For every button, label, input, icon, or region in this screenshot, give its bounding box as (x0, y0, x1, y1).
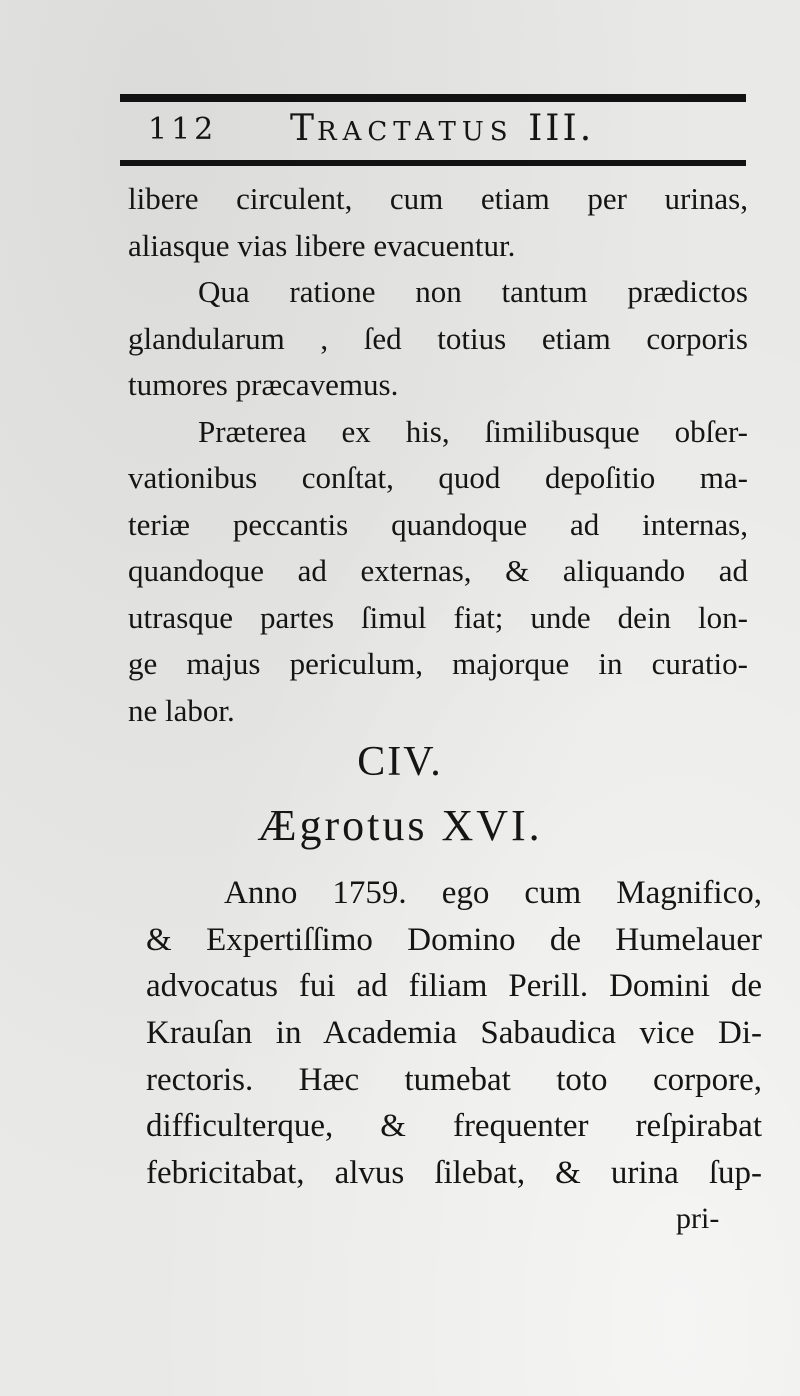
text-line: Krauſan in Academia Sabaudica vice Di- (146, 1015, 762, 1052)
text-line: aliasque vias libere evacuentur. (128, 227, 516, 263)
text-line: & Expertiſſimo Domino de Humelauer (146, 921, 762, 958)
text-line: febricitabat, alvus ſilebat, & urina ſup- (146, 1155, 762, 1192)
text-line: Anno 1759. ego cum Magnifico, (224, 875, 762, 911)
text-line: Præterea ex his, ſimilibusque obſer- (198, 413, 748, 449)
text-line: libere circulent, cum etiam per urinas, (128, 181, 748, 216)
text-line: tumores præcavemus. (128, 367, 399, 402)
text-line: ne labor. (128, 692, 235, 728)
running-head (290, 108, 594, 149)
running-head-initial: T (290, 108, 318, 149)
body-text-bottom (146, 870, 762, 1197)
header-top-rule (120, 94, 746, 102)
catchword: pri- (676, 1202, 720, 1235)
running-head-word: RACTATUS (317, 117, 514, 147)
text-line: quandoque ad externas, & aliquando ad (128, 553, 748, 588)
text-line: teriæ peccantis quandoque ad internas, (128, 506, 748, 542)
page-header (120, 106, 746, 154)
running-head-numeral: III. (528, 108, 595, 149)
section-title: Ægrotus XVI. (257, 801, 543, 850)
body-text-top (128, 176, 748, 734)
page-number: 112 (148, 112, 218, 147)
text-line: Qua ratione non tantum prædictos (198, 274, 748, 309)
text-line: advocatus fui ad filiam Perill. Domini de (146, 968, 762, 1005)
header-bottom-rule (120, 160, 746, 166)
text-line: difficulterque, & frequenter reſpirabat (146, 1108, 762, 1145)
text-line: utrasque partes ſimul fiat; unde dein lon- (128, 599, 748, 635)
text-line: glandularum , ſed totius etiam corporis (128, 320, 748, 356)
text-line: rectoris. Hæc tumebat toto corpore, (146, 1061, 762, 1098)
text-line: vationibus conſtat, quod depoſitio ma- (128, 460, 748, 495)
text-line: ge majus periculum, majorque in curatio- (128, 646, 748, 681)
section-number: CIV. (357, 739, 443, 785)
